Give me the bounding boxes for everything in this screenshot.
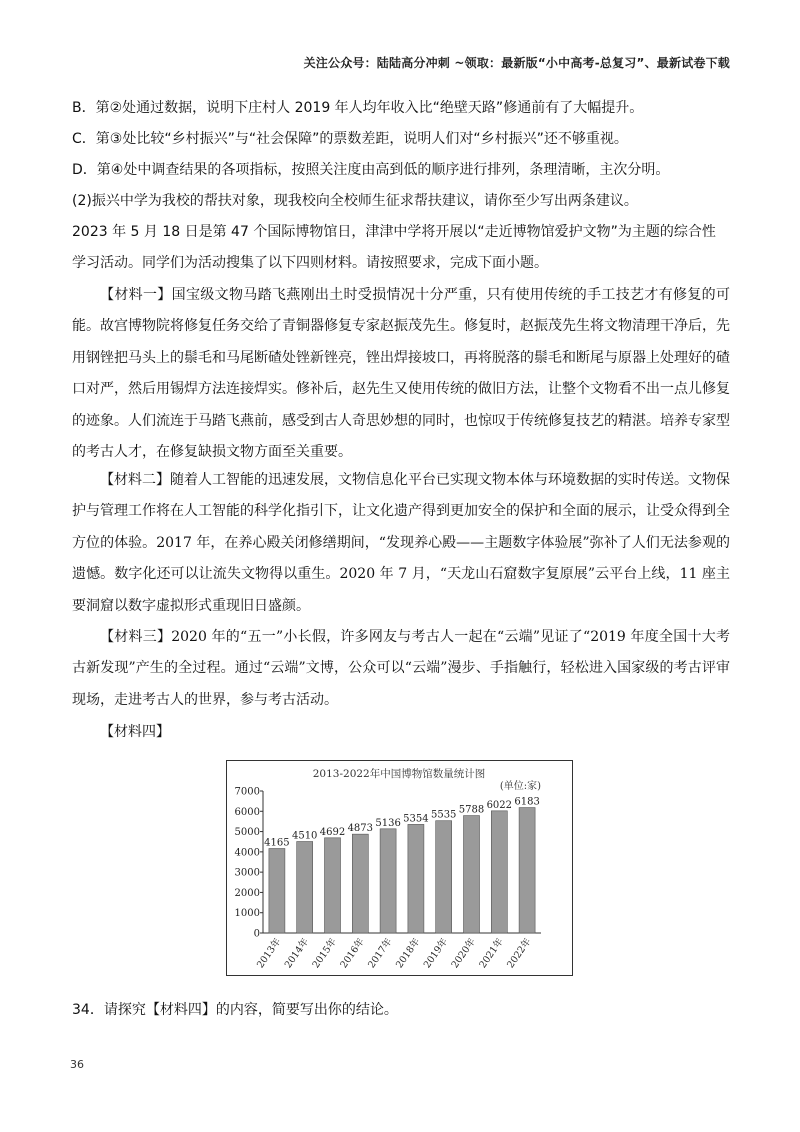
option-b: B．第②处通过数据，说明下庄村人 2019 年人均年收入比“绝壁天路”修通前有了大幅提升。: [72, 100, 644, 116]
bar-2015年: [325, 838, 341, 933]
material-2-tag: 【材料二】: [100, 472, 170, 488]
museum-chart-svg: [227, 761, 572, 975]
material-1: [72, 280, 730, 468]
y-tick-label: 2000: [234, 887, 260, 899]
x-tick-label: 2014年: [282, 936, 312, 971]
data-label: 5354: [403, 813, 429, 825]
question-34: 34．请探究【材料四】的内容，简要写出你的结论。: [72, 1002, 398, 1018]
y-tick-label: 7000: [234, 786, 260, 798]
bar-2018年: [408, 824, 424, 933]
chart-title: 2013-2022年中国博物馆数量统计图: [312, 768, 486, 780]
y-tick-label: 6000: [234, 806, 260, 818]
bar-2021年: [491, 811, 507, 933]
option-c: C．第③处比较“乡村振兴”与“社会保障”的票数差距，说明人们对“乡村振兴”还不够重视。: [72, 131, 628, 147]
bar-2013年: [269, 849, 285, 933]
data-label: 6183: [514, 796, 540, 808]
intro-line-1: 2023 年 5 月 18 日是第 47 个国际博物馆日，津津中学将开展以“走近博物馆爱护文物”为主题的综合性: [72, 224, 716, 240]
x-tick-label: 2021年: [477, 936, 506, 971]
bar-2016年: [352, 834, 368, 933]
data-label: 6022: [486, 799, 513, 811]
material-2-text: 随着人工智能的迅速发展，文物信息化平台已实现文物本体与环境数据的实时传送。文物保护与管理工作将在人工智能的科学化指引下，让文化遗产得到更加安全的保护和全面的展示，让受众得到全方位的体验。2017 年，在养心殿关闭修缮期间，“发现养心殿——主题数字体验展”弥补了人们无法参观的遗憾。数字化还可以让流失文物得以重生。2020 年 7 月，“天龙山石窟数字复原展”云平台上线，11 座主要洞窟以数字虚拟形式重现旧日盛颜。: [72, 472, 730, 614]
data-label: 5136: [375, 817, 401, 829]
option-d: D．第④处中调查结果的各项指标，按照关注度由高到低的顺序进行排列，条理清晰，主次分明。: [72, 162, 670, 178]
y-tick-label: 1000: [234, 908, 260, 920]
data-label: 5535: [430, 809, 457, 821]
y-tick-label: 3000: [234, 867, 260, 879]
data-label: 4873: [347, 823, 374, 835]
data-label: 4165: [264, 837, 290, 849]
data-label: 4692: [319, 826, 346, 838]
x-tick-label: 2019年: [421, 936, 451, 971]
material-4: [72, 717, 730, 748]
y-tick-label: 0: [253, 928, 260, 940]
data-label: 4510: [291, 830, 318, 842]
material-2: [72, 465, 730, 622]
material-4-tag: 【材料四】: [100, 724, 170, 740]
y-tick-label: 4000: [234, 847, 260, 859]
bar-2020年: [464, 816, 480, 933]
data-label: 5788: [458, 804, 485, 816]
intro-line-2: 学习活动。同学们为活动搜集了以下四则材料。请按照要求，完成下面小题。: [72, 255, 548, 271]
x-tick-label: 2016年: [338, 936, 367, 971]
page-header: 关注公众号：陆陆高分冲刺 ~领取：最新版“小中高考-总复习”、最新试卷下载: [303, 56, 730, 70]
material-1-tag: 【材料一】: [100, 287, 172, 303]
x-tick-label: 2017年: [366, 936, 395, 971]
material-3-text: 2020 年的“五一”小长假，许多网友与考古人一起在“云端”见证了“2019 年度全国十大考古新发现”产生的全过程。通过“云端”文博，公众可以“云端”漫步、手指触行，轻松进入国家级的考古评审现场，走进考古人的世界，参与考古活动。: [72, 629, 730, 708]
chart-unit: (单位:家): [499, 781, 541, 792]
bar-2022年: [519, 808, 535, 933]
question-2: (2)振兴中学为我校的帮扶对象，现我校向全校师生征求帮扶建议，请你至少写出两条建议。: [72, 193, 638, 209]
x-tick-label: 2020年: [449, 936, 478, 971]
x-tick-label: 2018年: [394, 936, 423, 971]
page-number: 36: [70, 1058, 84, 1071]
y-tick-label: 5000: [234, 827, 260, 839]
bar-2019年: [436, 821, 452, 933]
material-3-tag: 【材料三】: [100, 629, 172, 645]
bar-2017年: [380, 829, 396, 933]
x-tick-label: 2013年: [255, 936, 284, 971]
bar-2014年: [297, 842, 313, 933]
x-tick-label: 2015年: [310, 936, 339, 971]
x-tick-label: 2022年: [505, 936, 534, 971]
museum-chart: [226, 760, 573, 976]
material-3: [72, 622, 730, 716]
material-1-text: 国宝级文物马踏飞燕刚出土时受损情况十分严重，只有使用传统的手工技艺才有修复的可能。故宫博物院将修复任务交给了青铜器修复专家赵振茂先生。修复时，赵振茂先生将文物清理干净后，先用钢锉把马头上的鬃毛和马尾断碴处锉新锉亮，锉出焊接坡口，再将脱落的鬃毛和断尾与原器上处理好的碴口对严，然后用锡焊方法连接焊实。修补后，赵先生又使用传统的做旧方法，让整个文物看不出一点儿修复的迹象。人们流连于马踏飞燕前，感受到古人奇思妙想的同时，也惊叹于传统修复技艺的精湛。培养专家型的考古人才，在修复缺损文物方面至关重要。: [72, 287, 731, 461]
